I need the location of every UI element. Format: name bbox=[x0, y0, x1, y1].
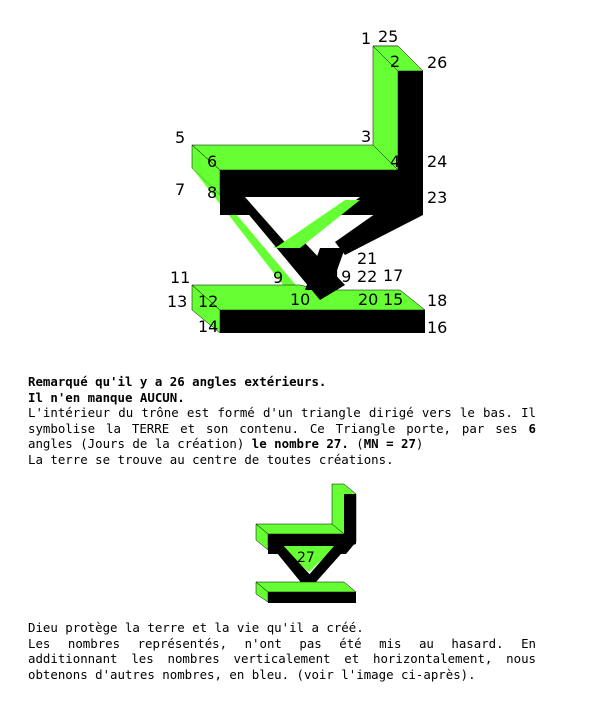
label-23: 23 bbox=[427, 188, 448, 207]
small-throne-diagram bbox=[254, 482, 364, 607]
label-21: 21 bbox=[357, 249, 378, 268]
base-front bbox=[220, 310, 425, 333]
triangle-paragraph: L'intérieur du trône est formé d'un triangle dirigé vers le bas. Il symbolise la TERRE et son contenu. Ce Triangle porte, par ses 6 angles (Jours de la création) le nombre 27. (MN = 27) bbox=[28, 405, 536, 451]
line-terre: La terre se trouve au centre de toutes créations. bbox=[28, 451, 394, 467]
label-8: 8 bbox=[207, 183, 218, 202]
label-3: 3 bbox=[361, 127, 372, 146]
label-5: 5 bbox=[175, 128, 186, 147]
label-18: 18 bbox=[427, 291, 448, 310]
label-15: 15 bbox=[383, 290, 404, 309]
label-12: 12 bbox=[198, 292, 219, 311]
label-16: 16 bbox=[427, 318, 448, 337]
small-number-27: 27 bbox=[297, 550, 315, 566]
label-19: 19 bbox=[331, 267, 352, 286]
line-dieu: Dieu protège la terre et la vie qu'il a créé. bbox=[28, 620, 364, 635]
label-9: 9 bbox=[273, 268, 284, 287]
label-7: 7 bbox=[175, 180, 186, 199]
line-aucun: Il n'en manque AUCUN. bbox=[28, 389, 185, 405]
line-angles: Remarqué qu'il y a 26 angles extérieurs. bbox=[28, 374, 327, 389]
numbers-paragraph: Les nombres représentés, n'ont pas été mis au hasard. En additionnant les nombres verticalement et horizontalement, nous obtenons d'autres nombres, en bleu. (voir l'image ci-après). bbox=[28, 635, 536, 682]
small-base-top bbox=[256, 582, 356, 592]
label-11: 11 bbox=[170, 268, 191, 287]
label-20: 20 bbox=[358, 290, 379, 309]
label-25: 25 bbox=[378, 27, 399, 46]
seat-top bbox=[192, 145, 401, 171]
label-14: 14 bbox=[198, 317, 219, 336]
label-6: 6 bbox=[207, 152, 218, 171]
closing-text bbox=[28, 620, 536, 682]
label-1: 1 bbox=[361, 29, 372, 48]
label-13: 13 bbox=[167, 292, 188, 311]
label-4: 4 bbox=[390, 152, 401, 171]
small-base-front bbox=[268, 592, 356, 603]
label-17: 17 bbox=[383, 266, 404, 285]
label-26: 26 bbox=[427, 53, 448, 72]
label-24: 24 bbox=[427, 152, 448, 171]
label-22: 22 bbox=[357, 267, 378, 286]
throne-diagram bbox=[0, 0, 609, 350]
label-10: 10 bbox=[290, 290, 311, 309]
small-seat-top bbox=[256, 524, 344, 534]
label-2: 2 bbox=[390, 52, 401, 71]
intro-text bbox=[28, 374, 536, 467]
